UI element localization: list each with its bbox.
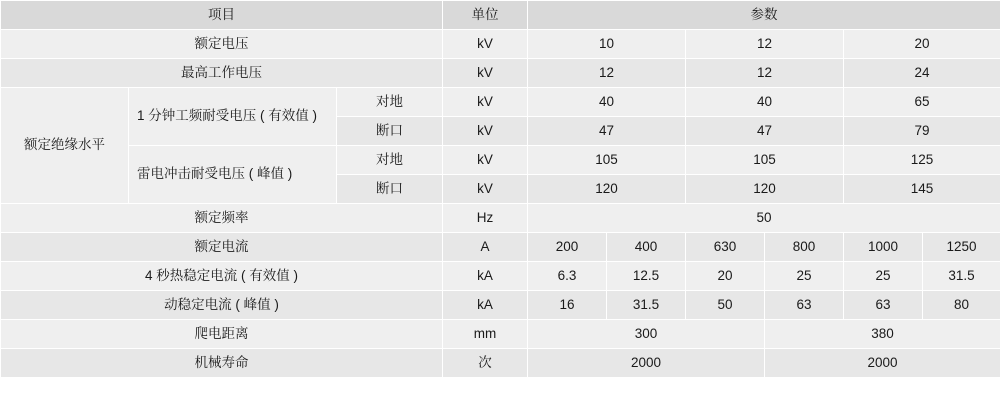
table-row (1, 59, 1000, 88)
row-value: 31.5 (607, 291, 686, 320)
row-value: 47 (686, 117, 844, 146)
row-value: 12 (528, 59, 686, 88)
row-value: 1000 (844, 233, 923, 262)
row-value: 65 (844, 88, 1000, 117)
row-unit: Hz (443, 204, 528, 233)
group-label-insulation: 额定绝缘水平 (1, 88, 129, 204)
row-unit: kA (443, 291, 528, 320)
row-value: 20 (686, 262, 765, 291)
row-value: 1250 (923, 233, 1000, 262)
row-value: 80 (923, 291, 1000, 320)
row-value: 300 (528, 320, 765, 349)
table-row (1, 349, 1000, 378)
sub-label-power-frequency: 1 分钟工频耐受电压 ( 有效值 ) (129, 88, 337, 146)
row-unit: kV (443, 117, 528, 146)
row-value: 12 (686, 30, 844, 59)
row-value: 50 (686, 291, 765, 320)
table-row (1, 30, 1000, 59)
row-label: 机械寿命 (1, 349, 443, 378)
sub-label-to-earth: 对地 (337, 146, 443, 175)
row-value: 12.5 (607, 262, 686, 291)
sub-label-break: 断口 (337, 175, 443, 204)
row-unit: A (443, 233, 528, 262)
row-value: 380 (765, 320, 1000, 349)
row-value: 2000 (765, 349, 1000, 378)
row-value: 20 (844, 30, 1000, 59)
row-unit: kV (443, 146, 528, 175)
header-item: 项目 (1, 1, 443, 30)
row-value: 145 (844, 175, 1000, 204)
row-label: 爬电距离 (1, 320, 443, 349)
table-row (1, 233, 1000, 262)
row-value: 47 (528, 117, 686, 146)
row-unit: kA (443, 262, 528, 291)
row-value: 125 (844, 146, 1000, 175)
row-unit: kV (443, 59, 528, 88)
row-value: 120 (686, 175, 844, 204)
row-unit: kV (443, 30, 528, 59)
row-label: 额定频率 (1, 204, 443, 233)
sub-label-break: 断口 (337, 117, 443, 146)
row-label: 额定电流 (1, 233, 443, 262)
row-value: 105 (686, 146, 844, 175)
row-unit: mm (443, 320, 528, 349)
row-value: 40 (686, 88, 844, 117)
row-value: 79 (844, 117, 1000, 146)
row-unit: kV (443, 88, 528, 117)
sub-label-to-earth: 对地 (337, 88, 443, 117)
header-unit: 单位 (443, 1, 528, 30)
row-value: 63 (765, 291, 844, 320)
row-value: 630 (686, 233, 765, 262)
sub-label-lightning-impulse: 雷电冲击耐受电压 ( 峰值 ) (129, 146, 337, 204)
row-value: 25 (765, 262, 844, 291)
row-value: 400 (607, 233, 686, 262)
table-row (1, 320, 1000, 349)
row-value: 12 (686, 59, 844, 88)
row-value: 120 (528, 175, 686, 204)
row-value: 25 (844, 262, 923, 291)
table-row (1, 88, 1000, 117)
header-param: 参数 (528, 1, 1000, 30)
row-unit: 次 (443, 349, 528, 378)
table-row (1, 262, 1000, 291)
row-value: 16 (528, 291, 607, 320)
row-label: 动稳定电流 ( 峰值 ) (1, 291, 443, 320)
row-label: 最高工作电压 (1, 59, 443, 88)
row-value: 105 (528, 146, 686, 175)
table-row (1, 146, 1000, 175)
row-value: 50 (528, 204, 1000, 233)
row-value: 40 (528, 88, 686, 117)
row-value: 6.3 (528, 262, 607, 291)
row-label: 额定电压 (1, 30, 443, 59)
row-value: 63 (844, 291, 923, 320)
table-row (1, 291, 1000, 320)
row-unit: kV (443, 175, 528, 204)
row-value: 31.5 (923, 262, 1000, 291)
table-row (1, 204, 1000, 233)
row-label: 4 秒热稳定电流 ( 有效值 ) (1, 262, 443, 291)
row-value: 2000 (528, 349, 765, 378)
row-value: 200 (528, 233, 607, 262)
row-value: 10 (528, 30, 686, 59)
row-value: 24 (844, 59, 1000, 88)
row-value: 800 (765, 233, 844, 262)
table-header-row (1, 1, 1000, 30)
